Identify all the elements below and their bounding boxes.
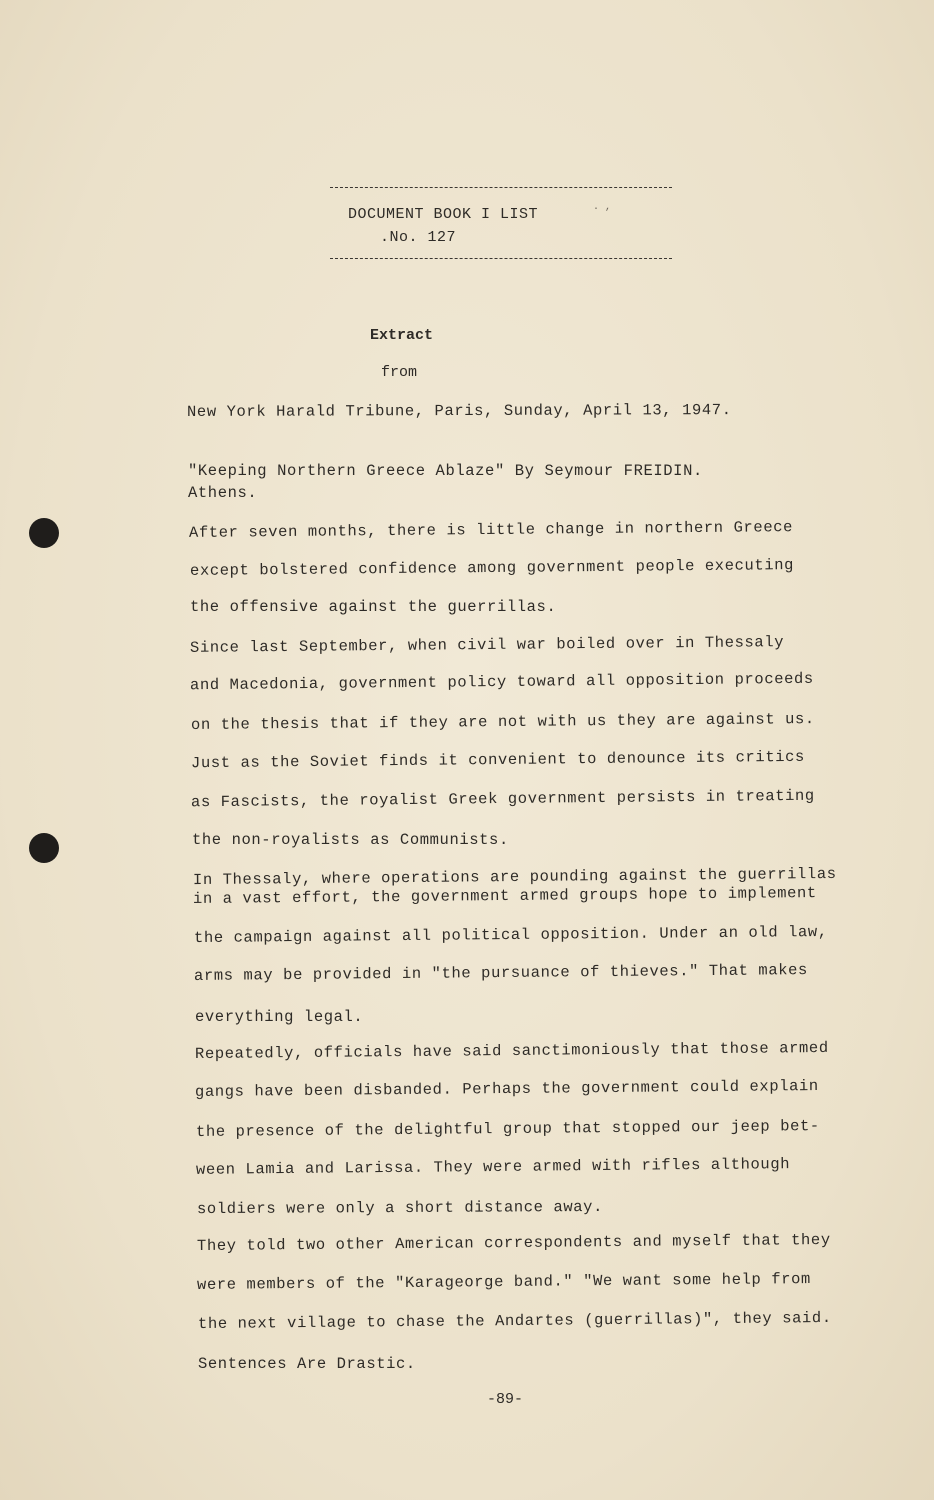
body-line: were members of the "Karageorge band." "We want some help from (196, 1270, 811, 1294)
body-line: Since last September, when civil war boiled over in Thessaly (189, 633, 785, 657)
extract-label: Extract (370, 327, 434, 344)
body-line: In Thessaly, where operations are pounding against the guerrillas (192, 864, 837, 890)
dateline: Athens. (188, 484, 258, 502)
body-line: except bolstered confidence among government people executing (189, 556, 795, 580)
body-line: the campaign against all political opposition. Under an old law, (193, 922, 828, 948)
document-number: .No. 127 (380, 229, 457, 246)
body-line: arms may be provided in "the pursuance of thieves." That makes (193, 961, 808, 985)
header-rule-bottom (330, 258, 672, 259)
body-line: everything legal. (195, 1008, 364, 1026)
body-line: Just as the Soviet finds it convenient to denounce its critics (190, 747, 805, 773)
body-line: the offensive against the guerrillas. (190, 598, 557, 616)
punch-hole-top (29, 518, 59, 548)
article-headline: "Keeping Northern Greece Ablaze" By Seymour FREIDIN. (188, 462, 703, 480)
body-line: in a vast effort, the government armed groups hope to implement (192, 884, 817, 908)
source-citation: New York Harald Tribune, Paris, Sunday, April 13, 1947. (186, 401, 732, 421)
header-rule-top (330, 187, 672, 188)
body-line: as Fascists, the royalist Greek government persists in treating (190, 786, 815, 812)
body-line: They told two other American correspondents and myself that they (196, 1230, 831, 1256)
body-line: soldiers were only a short distance away. (196, 1197, 604, 1219)
body-line: the non-royalists as Communists. (192, 831, 509, 849)
from-label: from (381, 364, 418, 381)
body-line: After seven months, there is little change in northern Greece (188, 518, 794, 542)
body-line: ween Lamia and Larissa. They were armed with rifles although (195, 1155, 791, 1179)
document-book-title: DOCUMENT BOOK I LIST (348, 206, 539, 223)
margin-mark: . , (593, 202, 612, 213)
page-number: -89- (487, 1391, 524, 1408)
body-line: on the thesis that if they are not with us they are against us. (190, 710, 815, 734)
body-line: and Macedonia, government policy toward all opposition proceeds (189, 669, 814, 695)
body-line: gangs have been disbanded. Perhaps the government could explain (194, 1077, 819, 1101)
body-line: Repeatedly, officials have said sanctimoniously that those armed (194, 1038, 829, 1064)
body-line: the next village to chase the Andartes (guerrillas)", they said. (197, 1308, 832, 1334)
punch-hole-bottom (29, 833, 59, 863)
body-line: the presence of the delightful group that stopped our jeep bet- (195, 1117, 820, 1141)
body-line: Sentences Are Drastic. (198, 1355, 416, 1373)
